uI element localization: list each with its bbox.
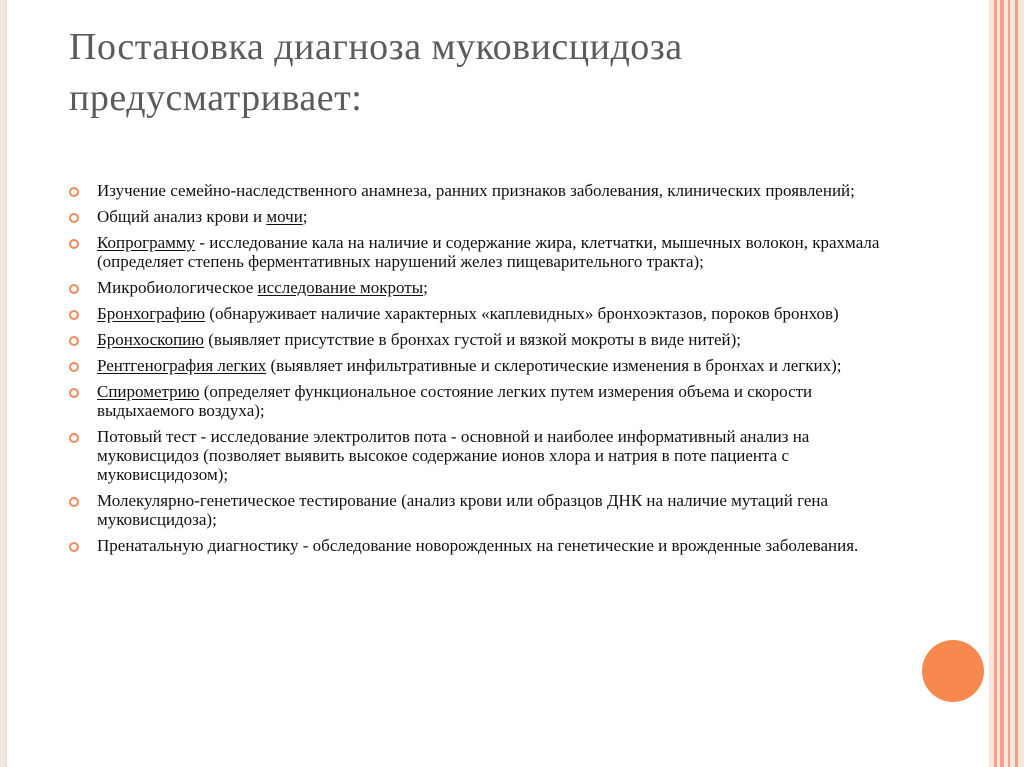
item-prefix: Микробиологическое bbox=[97, 278, 258, 297]
list-item bbox=[69, 491, 899, 529]
item-text: (выявляет инфильтративные и склеротические изменения в бронхах и легких); bbox=[266, 356, 842, 375]
item-link-xray[interactable]: Рентгенография легких bbox=[97, 356, 267, 375]
list-item bbox=[69, 536, 899, 555]
slide-card bbox=[6, 0, 991, 767]
list-item bbox=[69, 427, 899, 484]
bullet-icon bbox=[69, 310, 79, 320]
bullet-icon bbox=[69, 542, 79, 552]
item-text: (обнаруживает наличие характерных «каплевидных» бронхоэктазов, пороков бронхов) bbox=[205, 304, 839, 323]
bullet-icon bbox=[69, 388, 79, 398]
item-prefix: Общий анализ крови и bbox=[97, 207, 267, 226]
item-text: ; bbox=[423, 278, 428, 297]
list-item bbox=[69, 181, 899, 200]
bullet-icon bbox=[69, 284, 79, 294]
list-item bbox=[69, 278, 899, 297]
list-item bbox=[69, 207, 899, 226]
item-link-bronchoscopy[interactable]: Бронхоскопию bbox=[97, 330, 204, 349]
item-text: (выявляет присутствие в бронхах густой и вязкой мокроты в виде нитей); bbox=[203, 330, 742, 349]
stripe bbox=[994, 0, 997, 767]
item-link-bronchography[interactable]: Бронхографию bbox=[97, 304, 206, 323]
list-item bbox=[69, 382, 899, 420]
item-text: ; bbox=[302, 207, 308, 226]
item-text: Молекулярно-генетическое тестирование (анализ крови или образцов ДНК на наличие мутаций гена муковисцидоза); bbox=[97, 491, 829, 529]
bullet-list bbox=[69, 181, 899, 562]
item-link-coprogram[interactable]: Копрограмму bbox=[97, 233, 196, 252]
list-item bbox=[69, 304, 899, 323]
list-item bbox=[69, 233, 899, 271]
bullet-icon bbox=[69, 187, 79, 197]
item-link-urine[interactable]: мочи bbox=[266, 207, 303, 226]
bullet-icon bbox=[69, 362, 79, 372]
stripe bbox=[1015, 0, 1018, 767]
item-link-spirometry[interactable]: Спирометрию bbox=[97, 382, 200, 401]
stripe bbox=[1008, 0, 1010, 767]
bullet-icon bbox=[69, 336, 79, 346]
bullet-icon bbox=[69, 433, 79, 443]
item-text: Пренатальную диагностику - обследование новорожденных на генетические и врожденные заболевания. bbox=[97, 536, 859, 555]
item-text: Изучение семейно-наследственного анамнеза, ранних признаков заболевания, клинических проявлений; bbox=[97, 181, 855, 200]
list-item bbox=[69, 330, 899, 349]
bullet-icon bbox=[69, 213, 79, 223]
item-text: (определяет функциональное состояние легких путем измерения объема и скорости выдыхаемого воздуха); bbox=[97, 382, 813, 420]
bullet-icon bbox=[69, 239, 79, 249]
item-text: Потовый тест - исследование электролитов пота - основной и наиболее информативный анализ на муковисцидоз (позволяет выявить высокое содержание ионов хлора и натрия в поте пациента с муковисцидозом); bbox=[97, 427, 810, 484]
slide-title: Постановка диагноза муковисцидоза предусматривает: bbox=[69, 26, 683, 119]
stripe bbox=[1000, 0, 1004, 767]
item-text: - исследование кала на наличие и содержание жира, клетчатки, мышечных волокон, крахмала (определяет степень ферментативных нарушений желез пищеварительного тракта); bbox=[97, 233, 880, 271]
decorative-circle bbox=[922, 640, 984, 702]
list-item bbox=[69, 356, 899, 375]
decorative-stripes bbox=[989, 0, 1024, 767]
item-link-sputum[interactable]: исследование мокроты bbox=[257, 278, 424, 297]
bullet-icon bbox=[69, 497, 79, 507]
